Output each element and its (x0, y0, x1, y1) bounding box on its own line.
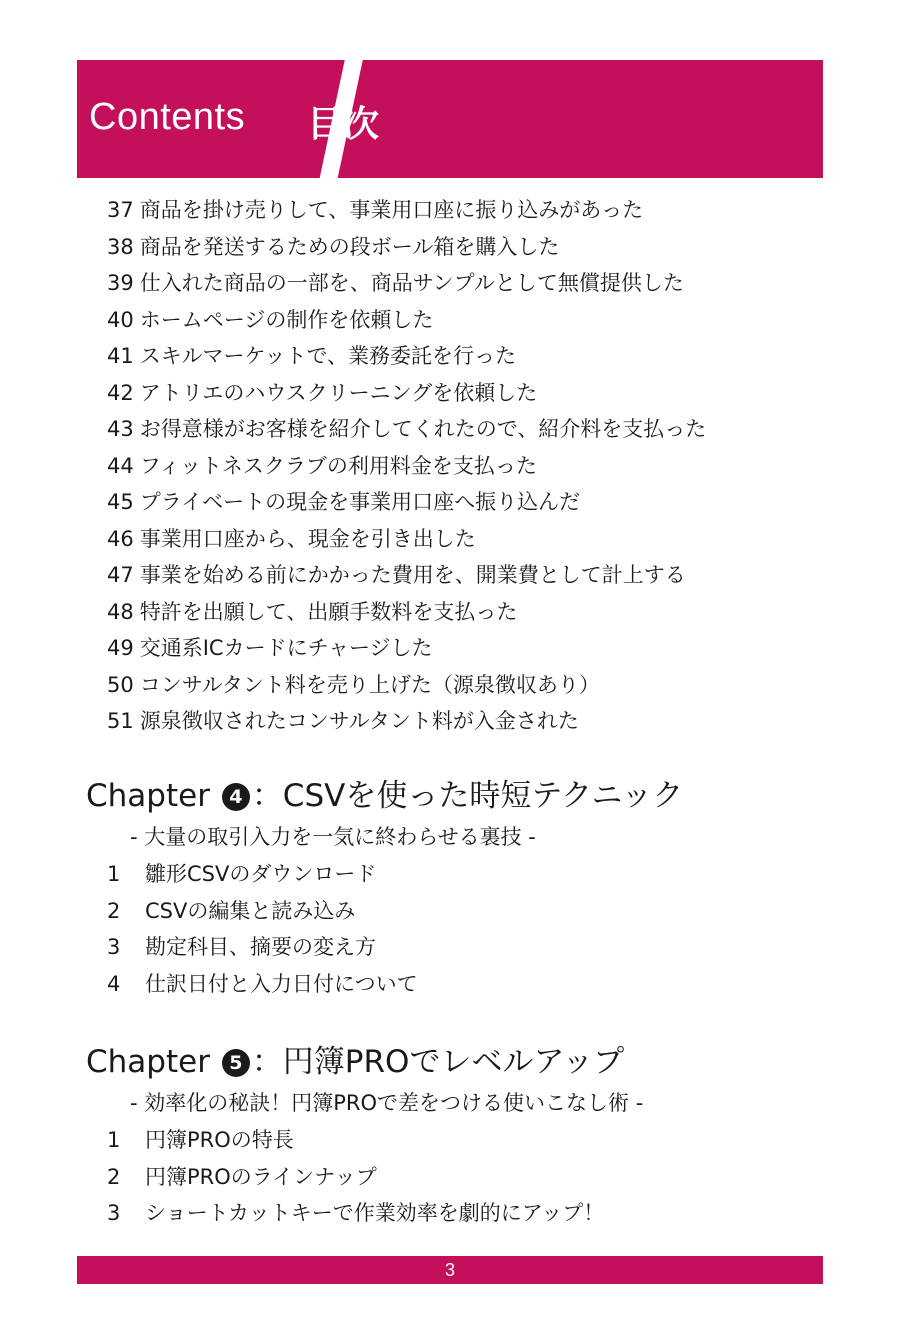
toc-item-number: 41 (107, 344, 134, 368)
toc-item-number: 40 (107, 307, 134, 332)
toc-item-label: 交通系ICカードにチャージした (139, 636, 433, 660)
chapter-item-label: 雛形CSVのダウンロード (145, 862, 377, 886)
chapter-item-number: 2 (107, 1164, 121, 1189)
toc-item-label: 事業用口座から、現金を引き出した (139, 526, 476, 551)
page-number: 3 (444, 1260, 455, 1280)
toc-list (107, 192, 807, 740)
toc-item[interactable] (107, 338, 807, 375)
header-title-en: Contents (89, 96, 246, 138)
chapter-item-number: 4 (107, 971, 121, 996)
toc-item-number: 39 (107, 271, 134, 295)
chapter-item-number: 1 (107, 862, 121, 886)
toc-item-number: 46 (107, 526, 134, 551)
toc-item-number: 50 (107, 672, 134, 697)
page-footer (77, 1256, 823, 1284)
chapter-item-label: 円簿PROの特長 (145, 1128, 294, 1152)
toc-item-label: 事業を始める前にかかった費用を、開業費として計上する (139, 563, 686, 587)
chapter-item-number: 3 (107, 935, 121, 959)
toc-item-number: 48 (107, 599, 134, 624)
toc-item-number: 47 (107, 563, 134, 587)
toc-item[interactable] (107, 411, 807, 448)
toc-item-number: 38 (107, 234, 134, 259)
toc-item[interactable] (107, 484, 807, 521)
toc-item-number: 37 (107, 198, 134, 222)
toc-item-label: 特許を出願して、出願手数料を支払った (139, 599, 518, 624)
toc-item[interactable] (107, 667, 807, 704)
toc-item-label: コンサルタント料を売り上げた（源泉徴収あり） (139, 672, 600, 697)
toc-item[interactable] (107, 521, 807, 558)
toc-item-label: スキルマーケットで、業務委託を行った (139, 344, 517, 368)
chapter-item-number: 1 (107, 1128, 121, 1152)
chapter-4-subtitle: - 大量の取引入力を一気に終わらせる裏技 - (130, 825, 536, 849)
chapter-item-number: 2 (107, 898, 121, 923)
toc-item-label: ホームページの制作を依頼した (139, 307, 434, 332)
chapter-title-text: ：CSVを使った時短テクニック (251, 778, 684, 814)
toc-item[interactable] (107, 375, 807, 412)
header-title-ja: 目次 (307, 104, 380, 145)
toc-item-number: 43 (107, 417, 134, 441)
toc-item[interactable] (107, 703, 807, 740)
toc-item-number: 51 (107, 709, 134, 733)
chapter-number-badge: 4 (222, 783, 250, 811)
toc-item-number: 49 (107, 636, 134, 660)
chapter-5-section (86, 1040, 806, 1232)
chapter-5-subtitle: - 効率化の秘訣！円簿PROで差をつける使いこなし術 - (130, 1091, 644, 1115)
chapter-item-number: 3 (107, 1201, 121, 1225)
toc-item-label: フィットネスクラブの利用料金を支払った (139, 453, 537, 478)
toc-item[interactable] (107, 265, 807, 302)
chapter-item[interactable] (86, 1195, 806, 1232)
toc-item-label: 源泉徴収されたコンサルタント料が入金された (139, 709, 579, 733)
chapter-title-text: ：円簿PROでレベルアップ (251, 1044, 625, 1080)
chapter-item-label: 円簿PROのラインナップ (145, 1164, 377, 1189)
toc-item[interactable] (107, 448, 807, 485)
chapter-prefix: Chapter (86, 778, 210, 814)
toc-item-number: 42 (107, 380, 134, 405)
toc-item-label: 商品を発送するための段ボール箱を購入した (139, 234, 560, 259)
chapter-item-label: 勘定科目、摘要の変え方 (145, 935, 376, 959)
toc-item[interactable] (107, 229, 807, 266)
toc-item[interactable] (107, 192, 807, 229)
toc-item-label: 商品を掛け売りして、事業用口座に振り込みがあった (139, 198, 644, 222)
toc-item-label: 仕入れた商品の一部を、商品サンプルとして無償提供した (139, 271, 684, 295)
toc-item[interactable] (107, 594, 807, 631)
chapter-4-section (86, 774, 806, 1002)
chapter-5-title[interactable] (86, 1040, 806, 1084)
chapter-item[interactable] (86, 893, 806, 930)
chapter-item[interactable] (86, 1122, 806, 1159)
chapter-4-title[interactable] (86, 774, 806, 818)
toc-item-number: 44 (107, 453, 134, 478)
toc-item[interactable] (107, 630, 807, 667)
chapter-item-label: ショートカットキーで作業効率を劇的にアップ！ (145, 1201, 605, 1225)
contents-header (77, 60, 823, 178)
chapter-item[interactable] (86, 929, 806, 966)
toc-item-label: アトリエのハウスクリーニングを依頼した (139, 380, 538, 405)
toc-item-label: プライベートの現金を事業用口座へ振り込んだ (139, 490, 581, 514)
chapter-item[interactable] (86, 966, 806, 1003)
chapter-item[interactable] (86, 856, 806, 893)
chapter-item-label: 仕訳日付と入力日付について (145, 971, 418, 996)
toc-item-label: お得意様がお客様を紹介してくれたので、紹介料を支払った (139, 417, 707, 441)
toc-item[interactable] (107, 557, 807, 594)
toc-item-number: 45 (107, 490, 134, 514)
toc-item[interactable] (107, 302, 807, 339)
chapter-prefix: Chapter (86, 1044, 210, 1080)
chapter-item[interactable] (86, 1159, 806, 1196)
chapter-item-label: CSVの編集と読み込み (145, 898, 356, 923)
chapter-number-badge: 5 (222, 1049, 250, 1077)
